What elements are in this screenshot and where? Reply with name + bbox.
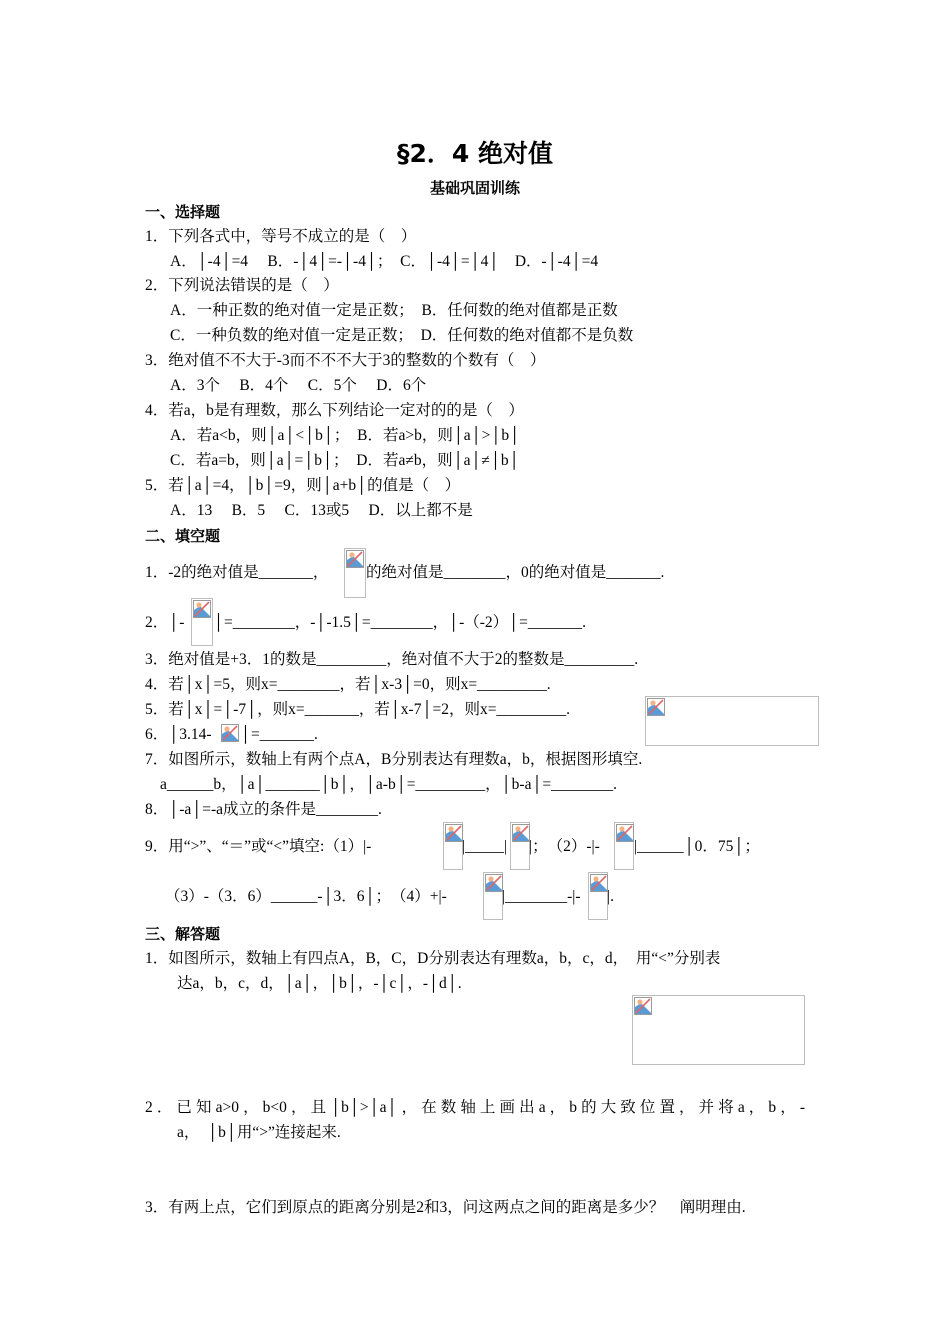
broken-image-icon <box>510 822 530 870</box>
question-1-2-options-ab: A．一种正数的绝对值一定是正数； B．任何数的绝对值都是正数 <box>170 302 618 319</box>
question-3-3: 3．有两上点，它们到原点的距离分别是2和3，问这两点之间的距离是多少？ 阐明理由. <box>145 1199 746 1216</box>
question-2-2-part-b: │=________，-│-1.5│=________，│-（-2）│=_______. <box>213 614 587 631</box>
question-1-4: 4．若a，b是有理数，那么下列结论一定对的的是（ ） <box>145 402 524 419</box>
question-2-7: 7．如图所示，数轴上有两个点A，B分别表达有理数a，b，根据图形填空. <box>145 751 643 768</box>
question-1-2-options-cd: C．一种负数的绝对值一定是正数； D．任何数的绝对值都不是负数 <box>170 327 634 344</box>
broken-image-icon <box>483 872 503 920</box>
question-2-6-part-b: │=_______. <box>240 726 318 743</box>
question-2-9-part-a: 9．用“>”、“＝”或“<”填空:（1）|- <box>145 838 372 855</box>
number-line-figure-broken-image <box>632 995 805 1065</box>
broken-image-icon <box>191 598 213 646</box>
question-2-9-part-f: |________-|- <box>502 888 581 905</box>
question-2-1-part-a: 1．-2的绝对值是_______， <box>145 564 329 581</box>
section-heading-fill-blank: 二、填空题 <box>145 527 221 545</box>
question-1-1-options: A．│-4│=4 B．-│4│=-│-4│； C．│-4│=│4│ D．-│-4│=4 <box>170 253 599 270</box>
question-2-3: 3．绝对值是+3．1的数是_________，绝对值不大于2的整数是_________. <box>145 651 639 668</box>
question-2-9-part-g: |. <box>607 888 614 905</box>
question-1-1: 1．下列各式中，等号不成立的是（ ） <box>145 228 417 245</box>
number-line-figure-broken-image <box>645 696 819 746</box>
broken-image-icon <box>443 822 463 870</box>
question-2-2-part-a: 2．│- <box>145 614 185 631</box>
question-3-1: 1．如图所示，数轴上有四点A，B，C，D分别表达有理数a，b，c，d， 用“<”分别表 <box>145 950 721 967</box>
question-3-2: 2．已知a>0，b<0，且│b│>│a│，在数轴上画出a，b的大致位置，并将a，b，- <box>145 1099 805 1116</box>
question-1-3: 3．绝对值不不大于-3而不不不大于3的整数的个数有（ ） <box>145 352 546 369</box>
question-2-9-part-c: |； （2）-|- <box>529 838 600 855</box>
question-2-5: 5．若│x│=│-7│，则x=_______，若│x-7│=2，则x=_________. <box>145 701 571 718</box>
question-2-8: 8．│-a│=-a成立的条件是________. <box>145 801 382 818</box>
broken-image-icon <box>221 724 239 742</box>
question-2-7-blanks: a______b，│a│_______│b│，│a-b│=_________，│b-a│=________. <box>160 776 618 793</box>
page-title: §2．4 绝对值 <box>397 139 553 168</box>
question-1-2: 2．下列说法错误的是（ ） <box>145 277 339 294</box>
question-3-1-continued: 达a，b，c，d，│a│，│b│，-│c│，-│d│. <box>177 975 462 992</box>
question-1-4-options-cd: C．若a=b，则│a│=│b│； D．若a≠b，则│a│≠│b│ <box>170 452 520 469</box>
broken-image-icon <box>588 872 608 920</box>
question-2-9-part-b: |_____| <box>462 838 507 855</box>
broken-image-icon <box>614 822 634 870</box>
question-2-4: 4．若│x│=5，则x=________，若│x-3│=0，则x=_________. <box>145 676 551 693</box>
question-2-6-part-a: 6．│3.14- <box>145 726 212 743</box>
page-subtitle: 基础巩固训练 <box>429 179 520 197</box>
section-heading-choice: 一、选择题 <box>145 203 221 221</box>
question-1-5: 5．若│a│=4，│b│=9，则│a+b│的值是（ ） <box>145 477 461 494</box>
question-1-5-options: A．13 B．5 C．13或5 D．以上都不是 <box>170 502 473 519</box>
broken-image-icon <box>344 548 366 598</box>
question-2-9-part-d: |______│0．75│； <box>634 838 760 855</box>
question-3-2-continued: a， │b│用“>”连接起来. <box>177 1124 341 1141</box>
question-1-4-options-ab: A．若a<b，则│a│<│b│； B．若a>b，则│a│>│b│ <box>170 427 521 444</box>
question-1-3-options: A．3个 B．4个 C．5个 D．6个 <box>170 377 427 394</box>
question-2-1-part-b: 的绝对值是________，0的绝对值是_______. <box>366 564 665 581</box>
question-2-9-part-e: （3）-（3．6）______-│3．6│； （4）+|- <box>165 888 447 905</box>
section-heading-answer: 三、解答题 <box>145 925 221 943</box>
